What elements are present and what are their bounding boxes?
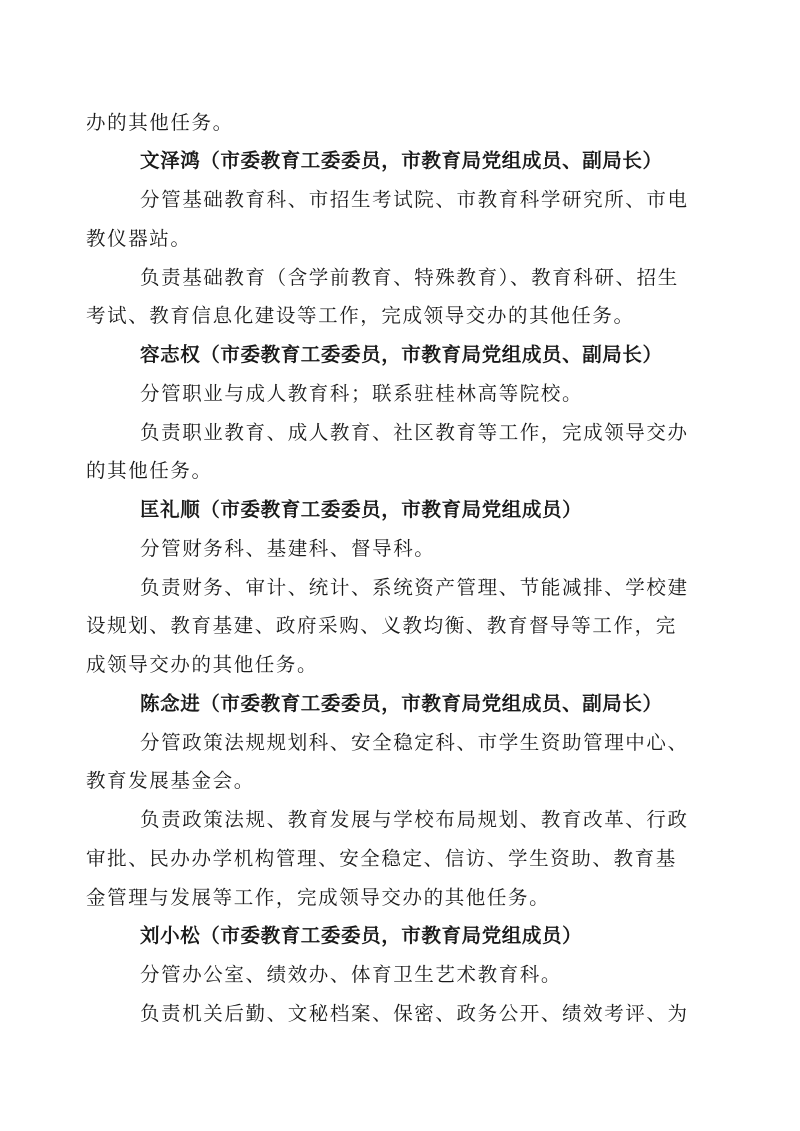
body-text-line: 考试、教育信息化建设等工作，完成领导交办的其他任务。 [86,304,635,327]
body-text-line: 负责职业教育、成人教育、社区教育等工作，完成领导交办 [140,421,689,444]
body-text-line: 审批、民办办学机构管理、安全稳定、信访、学生资助、教育基 [86,847,677,870]
body-text-line: 负责基础教育（含学前教育、特殊教育）、教育科研、招生 [140,266,679,289]
body-text-line: 负责财务、审计、统计、系统资产管理、节能减排、学校建 [140,576,689,599]
body-text-line: 负责机关后勤、文秘档案、保密、政务公开、绩效考评、为 [140,1002,689,1025]
body-text-line: 分管基础教育科、市招生考试院、市教育科学研究所、市电 [140,188,689,211]
body-text-line: 分管政策法规规划科、安全稳定科、市学生资助管理中心、 [140,731,689,754]
body-text-line: 的其他任务。 [86,459,213,482]
body-text-line: 教仪器站。 [86,227,192,250]
body-text-line: 负责政策法规、教育发展与学校布局规划、教育改革、行政 [140,808,689,831]
body-text-line: 金管理与发展等工作，完成领导交办的其他任务。 [86,886,551,909]
body-text-line: 分管职业与成人教育科；联系驻桂林高等院校。 [140,382,584,405]
body-text-line: 设规划、教育基建、政府采购、义教均衡、教育督导等工作，完 [86,614,677,637]
body-text-line: 教育发展基金会。 [86,769,255,792]
leader-heading-chen: 陈念进（市委教育工委委员，市教育局党组成员、副局长） [140,692,663,715]
leader-heading-kuang: 匡礼顺（市委教育工委委员，市教育局党组成员） [140,498,583,521]
body-text-line: 成领导交办的其他任务。 [86,653,319,676]
leader-heading-rong: 容志权（市委教育工委委员，市教育局党组成员、副局长） [140,343,663,366]
body-text-line: 分管办公室、绩效办、体育卫生艺术教育科。 [140,963,563,986]
leader-heading-liu: 刘小松（市委教育工委委员，市教育局党组成员） [140,924,583,947]
body-text-line: 分管财务科、基建科、督导科。 [140,537,436,560]
body-text-line: 办的其他任务。 [86,111,234,134]
leader-heading-wen: 文泽鸿（市委教育工委委员，市教育局党组成员、副局长） [140,149,663,172]
